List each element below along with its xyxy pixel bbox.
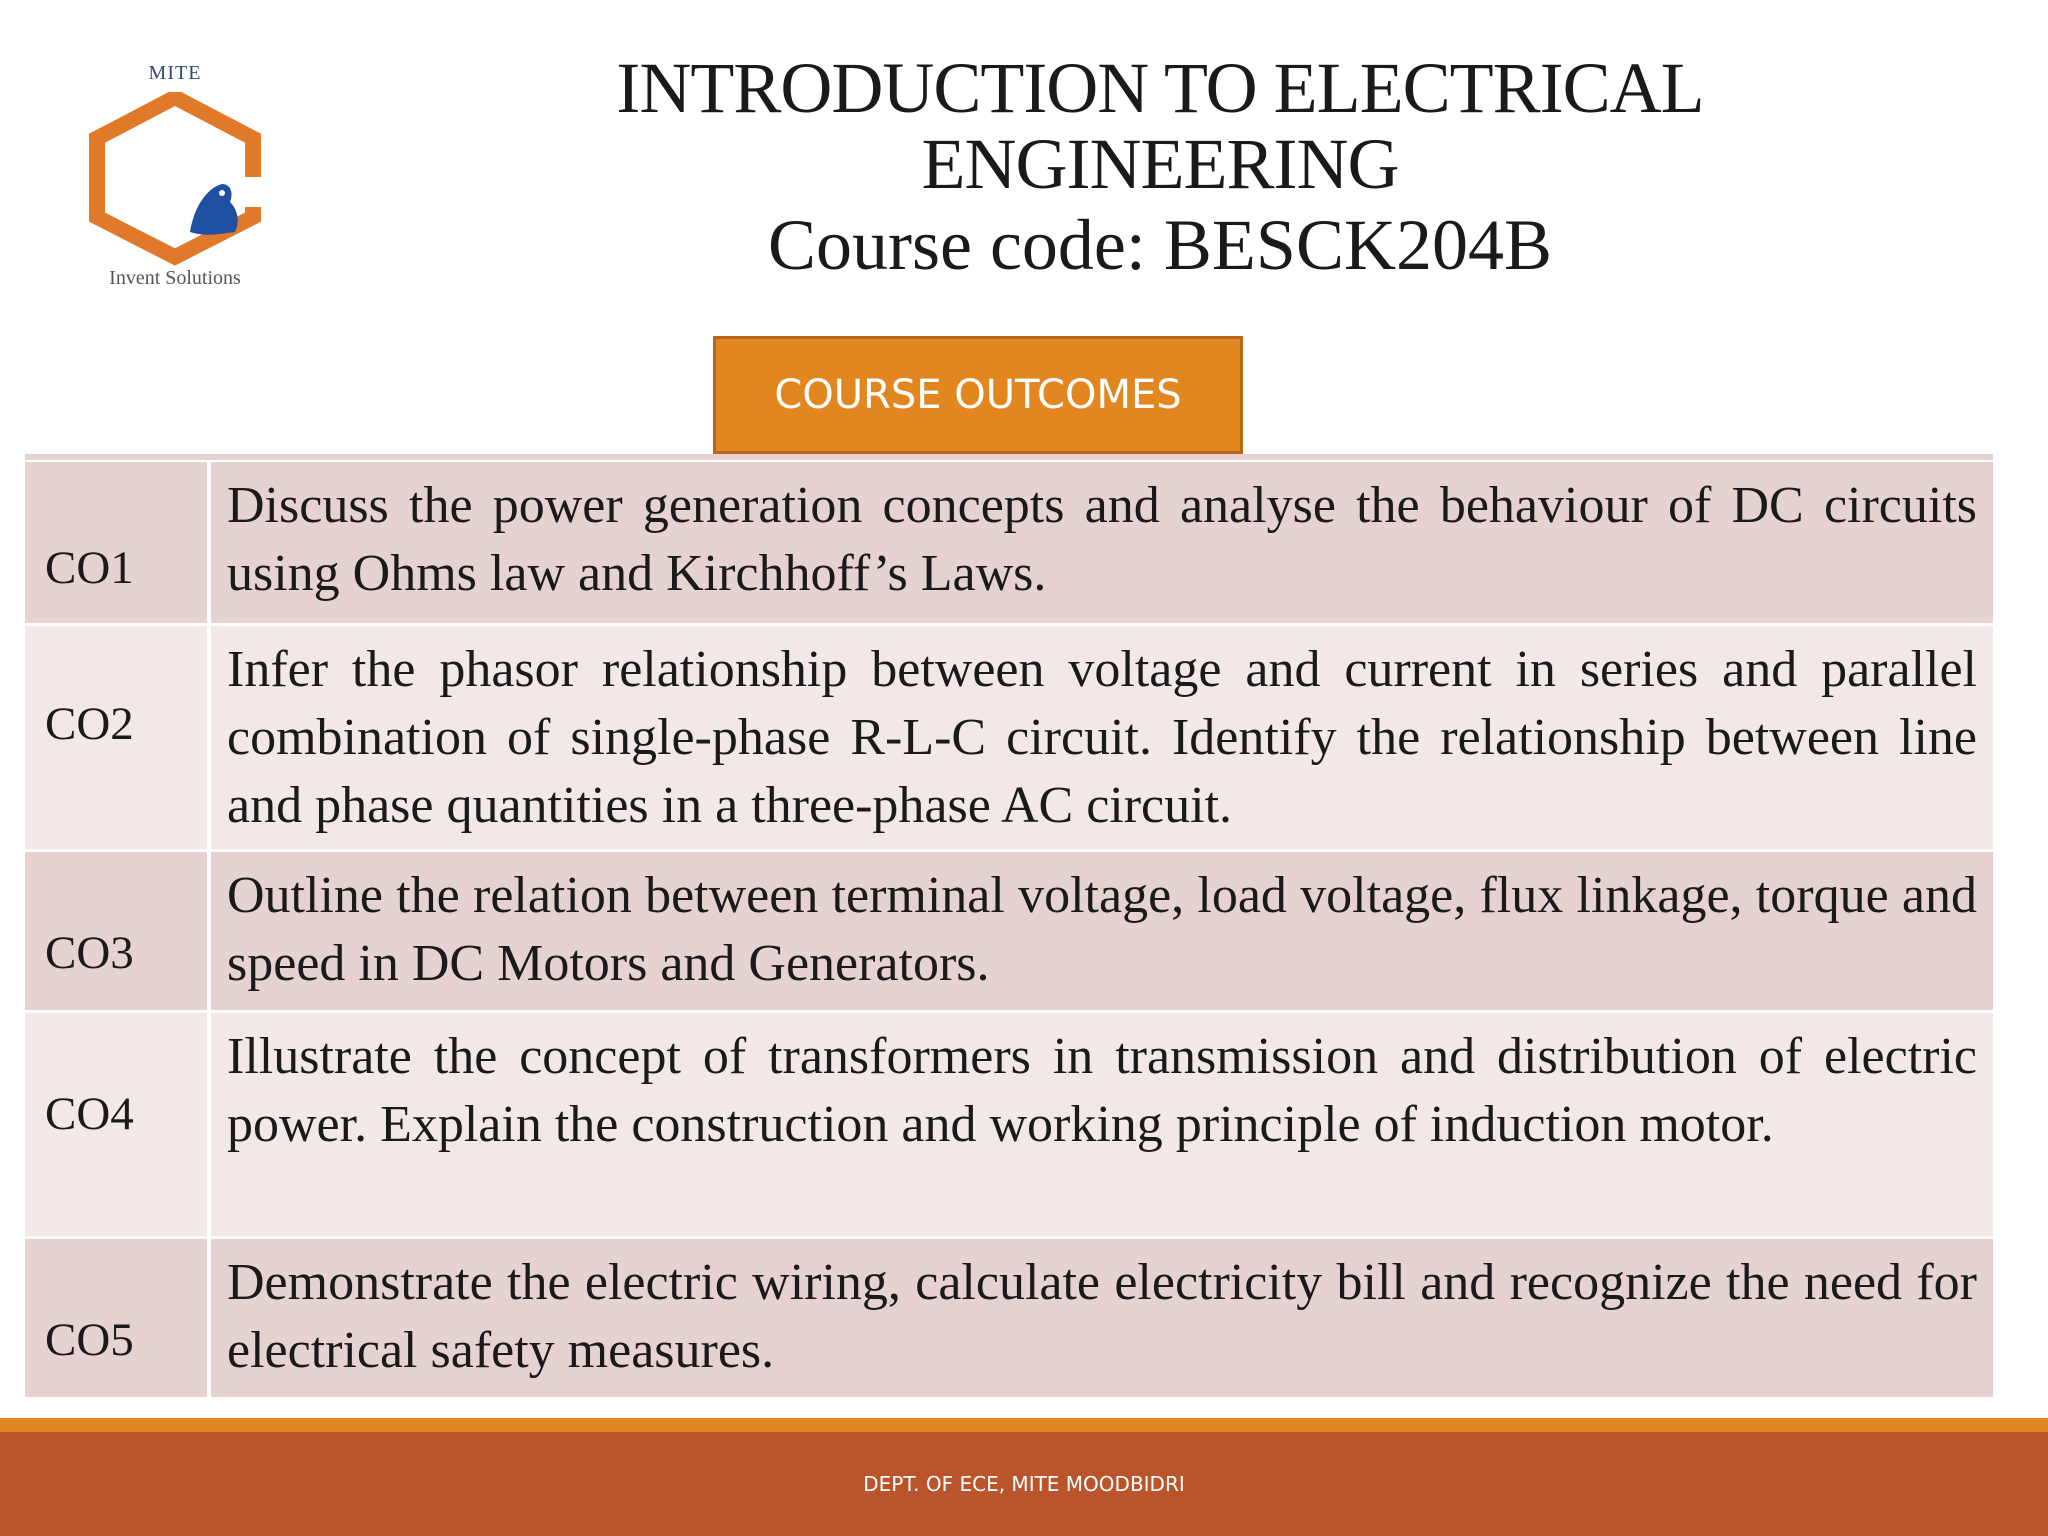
logo-bottom-text: Invent Solutions bbox=[109, 267, 241, 289]
outcome-text: Demonstrate the electric wiring, calculate electricity bill and recognize the need for electrical safety measures. bbox=[227, 1254, 1977, 1379]
outcome-id: CO2 bbox=[25, 626, 211, 849]
mite-logo bbox=[70, 62, 280, 302]
table-row bbox=[25, 626, 1993, 852]
footer-text: DEPT. OF ECE, MITE MOODBIDRI bbox=[863, 1472, 1185, 1496]
title-line-2: ENGINEERING bbox=[921, 124, 1399, 204]
outcome-id: CO3 bbox=[25, 852, 211, 1010]
slide-title bbox=[560, 50, 1760, 286]
outcome-text: Infer the phasor relationship between voltage and current in series and parallel combination of single-phase R-L-C circuit. Identify the relationship between line and phase quantities in a three-phase AC circuit. bbox=[227, 641, 1977, 834]
outcomes-table bbox=[25, 454, 1993, 1400]
table-top-strip bbox=[25, 454, 1993, 462]
outcome-text: Outline the relation between terminal voltage, load voltage, flux linkage, torque and speed in DC Motors and Generators. bbox=[227, 867, 1977, 992]
logo-top-text: MITE bbox=[148, 62, 202, 84]
footer-accent-line bbox=[0, 1418, 2048, 1432]
outcome-id: CO5 bbox=[25, 1239, 211, 1397]
table-row bbox=[25, 1239, 1993, 1400]
outcome-text: Illustrate the concept of transformers in transmission and distribution of electric power. Explain the construction and working principle of induction motor. bbox=[227, 1028, 1977, 1153]
table-row bbox=[25, 1013, 1993, 1239]
table-row bbox=[25, 852, 1993, 1013]
table-row bbox=[25, 462, 1993, 626]
logo-hexagon-icon bbox=[70, 92, 280, 272]
course-outcomes-badge: COURSE OUTCOMES bbox=[713, 336, 1243, 454]
outcome-id: CO4 bbox=[25, 1013, 211, 1236]
outcome-id: CO1 bbox=[25, 462, 211, 623]
title-line-1: INTRODUCTION TO ELECTRICAL bbox=[616, 48, 1704, 128]
course-code: Course code: BESCK204B bbox=[768, 205, 1552, 285]
outcome-text: Discuss the power generation concepts and analyse the behaviour of DC circuits using Ohms law and Kirchhoff’s Laws. bbox=[227, 477, 1977, 602]
footer-bar bbox=[0, 1432, 2048, 1536]
